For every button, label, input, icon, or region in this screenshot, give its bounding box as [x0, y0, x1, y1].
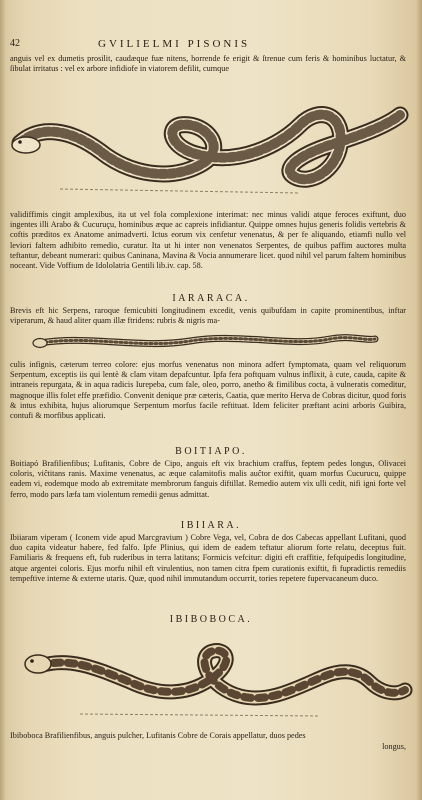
jararaca-snake-illustration: [0, 327, 422, 357]
section-heading-ibiboboca: IBIBOBOCA.: [169, 614, 253, 625]
section-heading-jararaca: IARARACA.: [172, 293, 250, 304]
paragraph-jararaca-a: Brevis eft hic Serpens, raroque femicubiti longitudinem excedit, venis quibufdam in capite prominentibus, inftar viperarum, & haud aliter quam illæ ftridens: rubris & nigris ma-: [10, 306, 406, 326]
paragraph-boitiapo: Boitiapó Brafilienfibus; Lufitanis, Cobre de Cipo, anguis eft vix brachium craffus, feptem pedes longus, Olivacei coloris, viĉtitans ranis. Maxime venenatus, ac æque calamitofis malis auĉtor exiftit, quam morfus Cucurucu, quippe eadem vi, eodemque modo ab extremitate membrorum fanguis diftillat. Remedio autem vix ulli cedit, nifi igni forte vel ferro, modo pars læfa tam violentum remedii genus admittat.: [10, 459, 406, 499]
page-header: [10, 38, 410, 52]
paragraph-ibiboboca-end: longus,: [382, 742, 406, 751]
paragraph-ibiboboca: Ibiboboca Brafilienfibus, anguis pulcher, Lufitanis Cobre de Corais appellatur, duos pedes: [10, 731, 306, 740]
running-head: GVILIELMI PISONIS: [98, 38, 251, 50]
page-number: 42: [10, 38, 20, 49]
boa-snake-illustration: [0, 85, 422, 205]
paragraph-ibiiara: Ibiiaram viperam ( Iconem vide apud Marcgravium ) Cobre Vega, vel, Cobra de dos Cabecas appellant Lufitani, quod duo capita videatur habere, fed falfo. Ipfe Plinius, qui idem de eadem teftatur aliorum forte relatu, deceptus fuit. Familiaris & frequens eft, fub ruderibus in terra latitans; Formicis vefcitur: digiti eft craffitie, fefquipedis longitudine, atque argentei coloris. Ejus morfu nihil eft virulentius, non tamen citra fpem curationis exiftit, fi fupradictis remediis tempeftive interne & externe utaris. Quæ, quod nihil immutandum occurrit, tories repetere fupervacaneum duco.: [10, 533, 406, 583]
paragraph-jararaca-b: culis infignis, cæterum terreo colore: ejus morfus venenatus non minora adfert fymptomata, quam vel reliquorum Serpentum, exceptis iis qui lentè & clam vitam depafcuntur. Ipfa fera poftquam vulnus inflixit, à cute, cauda, capite & intraneis repurgata, & in aqua radicis Iurepeba, cum fale, oleo, porro, anetho & fimilibus cocta, à vulneratis comeditur, magnoque illis folet effe præfidio. Convenit denique præ cæteris, Caatia, quæ merito Herva de Cobras dicitur, quod foris & intus exhibita, hujus aliorumque Serpentum morfus facile reftituat. Idem feliciter præftant acini arboris Guibira, contufi & morfibus applicati.: [10, 360, 406, 421]
section-heading-boitiapo: BOITIAPO.: [175, 446, 247, 457]
paragraph-validissimis: validiffimis cingit amplexibus, ita ut vel fola complexione interimat: nec minus validi atque feroces exiftunt, duo ingentes illi Arabo & Cucuruçu, hominibus æque ac capreis infidiantur. Quippe omnes hujus generis folidis vertebris & coftis præditos ex Anatome animadverti. Ictus eorum vix cenfetur venenatus, & per fe aliquando, etiamfi nullo vel leviori faltem adhibito remedio, curatur. Ita ut hi inter non venenatos Serpentes, de quibus paffim auctores multa teftantur, debeant numerari: quibus Caninana, Mavina & Vocia annumerare licet. quod nihil vel parum faltem hominibus noceant. Vide Voffium de Idololatria Gentili lib.iv. cap. 58.: [10, 210, 406, 271]
paragraph-intro: anguis vel ex dumetis prosilit, caudæque fuæ nitens, horrende fe erigit & ſtrenue cum feris & hominibus luctatur, & ſibulat irritatus : vel ex arbore infidiofe in viatorem defilit, cumque: [10, 54, 406, 74]
section-heading-ibiiara: IBIIARA.: [180, 520, 242, 531]
ibiboboca-snake-illustration: [0, 626, 422, 726]
